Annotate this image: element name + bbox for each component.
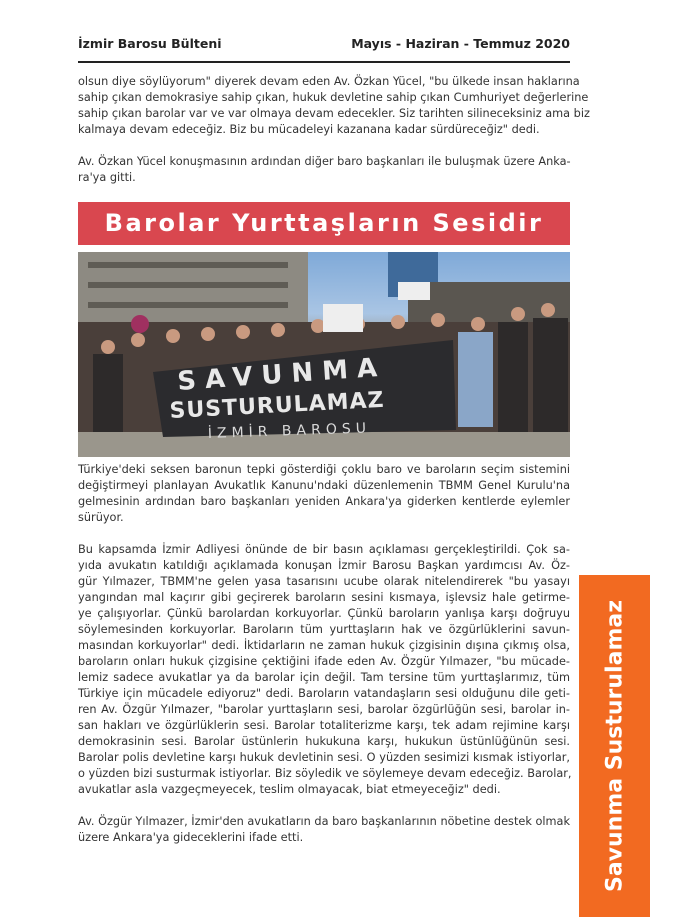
banner-line-2: SUSTURULAMAZ <box>169 387 386 424</box>
text-line: sürüyor. <box>78 511 124 524</box>
text-line: Bu kapsamda İzmir Adliyesi önünde de bir basın açıklaması gerçekleştirildi. Çok sa- <box>78 543 570 556</box>
text-line: ye çalışıyorlar. Çünkü barolardan korkuyorlar. Çünkü baroların yanlışa karşı doğruyu <box>78 607 570 620</box>
text-line: değiştirmeyi planlayan Avukatlık Kanunu'ndaki düzenlemenin TBMM Genel Kurulu'na <box>78 479 570 492</box>
text-line: san hakları ve özgürlüklerin sesi. Barolar totaliterizme karşı, tek adam rejimine karşı <box>78 719 570 732</box>
text-line: Türkiye için mücadele ediyoruz" dedi. Baroların vatandaşların sesi olduğunu dile geti- <box>78 687 570 700</box>
text-line: lemiz sadece avukatlar ya da barolar için değil. Tam tersine tüm yurttaşlarımız, tüm <box>78 671 570 684</box>
article-paragraph-3 <box>78 814 570 846</box>
text-line: ra'ya gitti. <box>78 171 136 184</box>
banner-line-3: İZMİR BAROSU <box>207 420 372 442</box>
text-line: sahip çıkan barolar var ve var olmaya devam edecekler. Siz tarihten silineceksiniz ama biz <box>78 107 590 120</box>
article-paragraph-1 <box>78 462 570 526</box>
intro-paragraph-2 <box>78 154 570 186</box>
text-line: Av. Özkan Yücel konuşmasının ardından diğer baro başkanları ile buluşmak üzere Anka- <box>78 155 571 168</box>
article-title: Barolar Yurttaşların Sesidir <box>78 202 570 245</box>
page-header <box>78 36 570 60</box>
intro-paragraph-1 <box>78 74 590 138</box>
section-sidebar-tab <box>579 575 650 917</box>
text-line: yangından mal kaçırır gibi geçirerek baroların sesini kısmaya, işlevsiz hale getirme- <box>78 591 570 604</box>
text-line: yıda avukatın katıldığı açıklamada konuşan İzmir Barosu Başkan yardımcısı Av. Öz- <box>78 559 570 572</box>
text-line: Türkiye'deki seksen baronun tepki gösterdiği çoklu baro ve baroların seçim sistemini <box>78 463 570 476</box>
text-line: avukatlar asla vazgeçmeyecek, teslim olmayacak, biat etmeyeceğiz" dedi. <box>78 783 501 796</box>
protest-photo <box>78 252 570 457</box>
article-paragraph-2 <box>78 542 570 798</box>
publication-name: İzmir Barosu Bülteni <box>78 36 222 51</box>
text-line: masından korkuyorlar" dedi. İktidarların ne zaman hukuk çizgisinin dışına çıkmış olsa, <box>78 639 570 652</box>
text-line: üzere Ankara'ya gideceklerini ifade etti. <box>78 831 304 844</box>
text-line: Av. Özgür Yılmazer, İzmir'den avukatların da baro başkanlarının nöbetine destek olmak <box>78 815 570 828</box>
text-line: gür Yılmazer, TBMM'ne gelen yasa tasarısını ucube olarak nitelendirerek "bu yasayı <box>78 575 570 588</box>
protest-photo-illustration <box>78 252 570 457</box>
text-line: kalmaya devam edeceğiz. Biz bu mücadeleyi kazanana kadar sürdüreceğiz" dedi. <box>78 123 540 136</box>
issue-date: Mayıs - Haziran - Temmuz 2020 <box>351 36 570 51</box>
text-line: demokrasinin sesi. Barolar üstünlerin hukukuna karşı, hukukun üstünlüğünün sesi. <box>78 735 570 748</box>
text-line: gelmesinin ardından baro başkanları yeniden Ankara'ya giderken kentlerde eylemler <box>78 495 570 508</box>
text-line: sahip çıkan demokrasiye sahip çıkan, hukuk devletine sahip çıkan Cumhuriyet değerlerine <box>78 91 589 104</box>
text-line: baroların onları hukuk çizgisine çektiğini ifade eden Av. Özgür Yılmazer, "bu mücade- <box>78 655 570 668</box>
text-line: olsun diye söylüyorum" diyerek devam eden Av. Özkan Yücel, "bu ülkede insan haklarına <box>78 75 580 88</box>
banner-line-1: SAVUNMA <box>176 352 388 397</box>
header-rule <box>78 61 570 63</box>
text-line: ren Av. Özgür Yılmazer, "barolar yurttaşların sesi, barolar özgürlüğün sesi, barolar in- <box>78 703 570 716</box>
text-line: o yüzden bizi susturmak istiyorlar. Biz söyledik ve söylemeye devam edeceğiz. Barolar, <box>78 767 572 780</box>
text-line: söylemesinden korkuyorlar. Baroların tüm yurttaşların hak ve özgürlüklerini savun- <box>78 623 570 636</box>
text-line: Barolar polis devletine karşı hukuk devletinin sesi. O yüzden sesimizi kısmak istiyorlar, <box>78 751 570 764</box>
sidebar-label: Savunma Susturulamaz <box>602 599 627 893</box>
